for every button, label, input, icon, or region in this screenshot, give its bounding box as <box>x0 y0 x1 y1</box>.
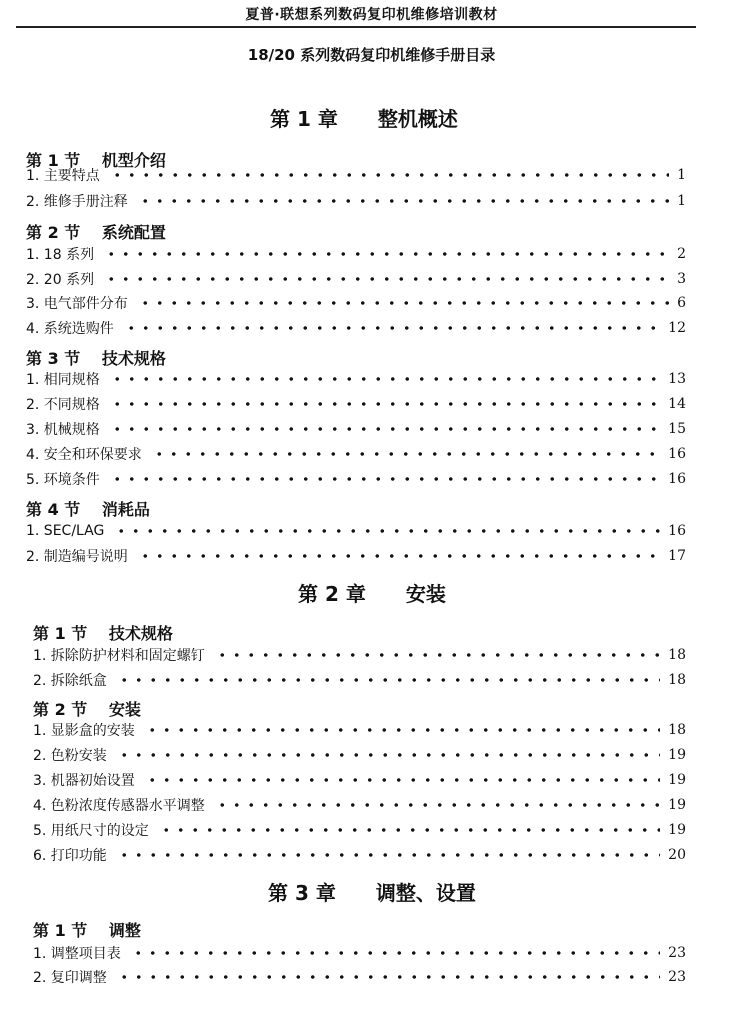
section-heading: 第 1 节 技术规格 <box>33 624 173 643</box>
toc-page-number: 19 <box>668 747 686 763</box>
dot-leader <box>110 402 660 406</box>
toc-entry[interactable] <box>33 718 686 742</box>
toc-entry[interactable] <box>26 467 686 491</box>
running-header: 夏普·联想系列数码复印机维修培训教材 <box>245 7 498 23</box>
dot-leader <box>138 554 660 558</box>
toc-entry-label: 1. 18 系列 <box>26 247 95 263</box>
section-heading: 第 2 节 系统配置 <box>26 223 166 242</box>
toc-entry-label: 1. 相同规格 <box>26 372 100 388</box>
toc-entry[interactable] <box>26 163 686 187</box>
toc-entry[interactable] <box>33 793 686 817</box>
toc-entry-label: 2. 不同规格 <box>26 397 100 413</box>
dot-leader <box>152 452 660 456</box>
toc-entry-label: 4. 色粉浓度传感器水平调整 <box>33 798 205 814</box>
toc-page-number: 16 <box>668 471 686 487</box>
dot-leader <box>104 252 669 256</box>
dot-leader <box>104 277 669 281</box>
toc-page-number: 17 <box>668 548 686 564</box>
dot-leader <box>138 199 669 203</box>
toc-page-number: 2 <box>677 246 686 262</box>
toc-entry-label: 1. 拆除防护材料和固定螺钉 <box>33 648 205 664</box>
dot-leader <box>215 653 660 657</box>
toc-entry[interactable] <box>33 818 686 842</box>
toc-entry-label: 4. 安全和环保要求 <box>26 447 142 463</box>
dot-leader <box>159 828 660 832</box>
dot-leader <box>215 803 660 807</box>
toc-entry[interactable] <box>26 189 686 213</box>
dot-leader <box>110 173 669 177</box>
toc-page-number: 18 <box>668 722 686 738</box>
toc-page-number: 19 <box>668 822 686 838</box>
dot-leader <box>131 951 660 955</box>
toc-entry-label: 1. SEC/LAG <box>26 523 105 539</box>
toc-entry-label: 3. 机械规格 <box>26 422 100 438</box>
dot-leader <box>124 326 660 330</box>
toc-entry[interactable] <box>33 843 686 867</box>
toc-entry[interactable] <box>33 768 686 792</box>
toc-entry[interactable] <box>33 965 686 989</box>
toc-entry[interactable] <box>26 519 686 543</box>
toc-page-number: 20 <box>668 847 686 863</box>
toc-entry[interactable] <box>26 442 686 466</box>
toc-entry[interactable] <box>26 367 686 391</box>
chapter-heading: 第 3 章 调整、设置 <box>268 881 476 905</box>
toc-entry-label: 5. 用纸尺寸的设定 <box>33 823 149 839</box>
dot-leader <box>145 728 660 732</box>
toc-entry[interactable] <box>26 417 686 441</box>
chapter-heading: 第 1 章 整机概述 <box>270 107 458 131</box>
toc-entry-label: 5. 环境条件 <box>26 472 100 488</box>
toc-page-number: 12 <box>668 320 686 336</box>
toc-entry[interactable] <box>33 743 686 767</box>
toc-page-number: 18 <box>668 647 686 663</box>
toc-entry[interactable] <box>26 291 686 315</box>
toc-entry-label: 2. 拆除纸盒 <box>33 673 107 689</box>
toc-entry-label: 1. 主要特点 <box>26 168 100 184</box>
toc-entry[interactable] <box>26 392 686 416</box>
section-heading: 第 3 节 技术规格 <box>26 349 166 368</box>
toc-entry-label: 2. 制造编号说明 <box>26 549 128 565</box>
toc-entry-label: 3. 机器初始设置 <box>33 773 135 789</box>
dot-leader <box>110 427 660 431</box>
toc-page-number: 6 <box>677 295 686 311</box>
toc-page-number: 16 <box>668 523 686 539</box>
dot-leader <box>110 377 660 381</box>
toc-page-number: 23 <box>668 969 686 985</box>
toc-entry[interactable] <box>33 643 686 667</box>
toc-page-number: 1 <box>677 167 686 183</box>
toc-page-number: 13 <box>668 371 686 387</box>
toc-entry-label: 2. 色粉安装 <box>33 748 107 764</box>
toc-entry-label: 6. 打印功能 <box>33 848 107 864</box>
header-rule <box>16 26 696 28</box>
toc-entry[interactable] <box>26 316 686 340</box>
toc-page-number: 19 <box>668 797 686 813</box>
toc-page-number: 16 <box>668 446 686 462</box>
dot-leader <box>110 477 660 481</box>
toc-entry-label: 2. 维修手册注释 <box>26 194 128 210</box>
toc-page-number: 15 <box>668 421 686 437</box>
toc-entry-label: 2. 20 系列 <box>26 272 95 288</box>
section-heading: 第 4 节 消耗品 <box>26 500 150 519</box>
dot-leader <box>117 678 660 682</box>
toc-entry[interactable] <box>33 941 686 965</box>
toc-entry[interactable] <box>26 544 686 568</box>
dot-leader <box>145 778 660 782</box>
toc-page-number: 19 <box>668 772 686 788</box>
toc-entry-label: 1. 调整项目表 <box>33 946 121 962</box>
toc-page-number: 14 <box>668 396 686 412</box>
dot-leader <box>138 301 669 305</box>
dot-leader <box>117 753 660 757</box>
chapter-heading: 第 2 章 安装 <box>298 582 446 606</box>
toc-entry[interactable] <box>26 242 686 266</box>
toc-entry[interactable] <box>33 668 686 692</box>
document-title: 18/20 系列数码复印机维修手册目录 <box>247 46 496 64</box>
toc-page-number: 23 <box>668 945 686 961</box>
dot-leader <box>114 529 660 533</box>
toc-entry[interactable] <box>26 267 686 291</box>
toc-page-number: 3 <box>677 271 686 287</box>
section-heading: 第 1 节 调整 <box>33 921 141 940</box>
dot-leader <box>117 975 660 979</box>
toc-entry-label: 4. 系统选购件 <box>26 321 114 337</box>
toc-entry-label: 2. 复印调整 <box>33 970 107 986</box>
section-heading: 第 1 节 机型介绍 <box>26 151 166 170</box>
toc-entry-label: 3. 电气部件分布 <box>26 296 128 312</box>
dot-leader <box>117 853 660 857</box>
section-heading: 第 2 节 安装 <box>33 700 141 719</box>
toc-page-number: 18 <box>668 672 686 688</box>
toc-page-number: 1 <box>677 193 686 209</box>
toc-entry-label: 1. 显影盒的安装 <box>33 723 135 739</box>
